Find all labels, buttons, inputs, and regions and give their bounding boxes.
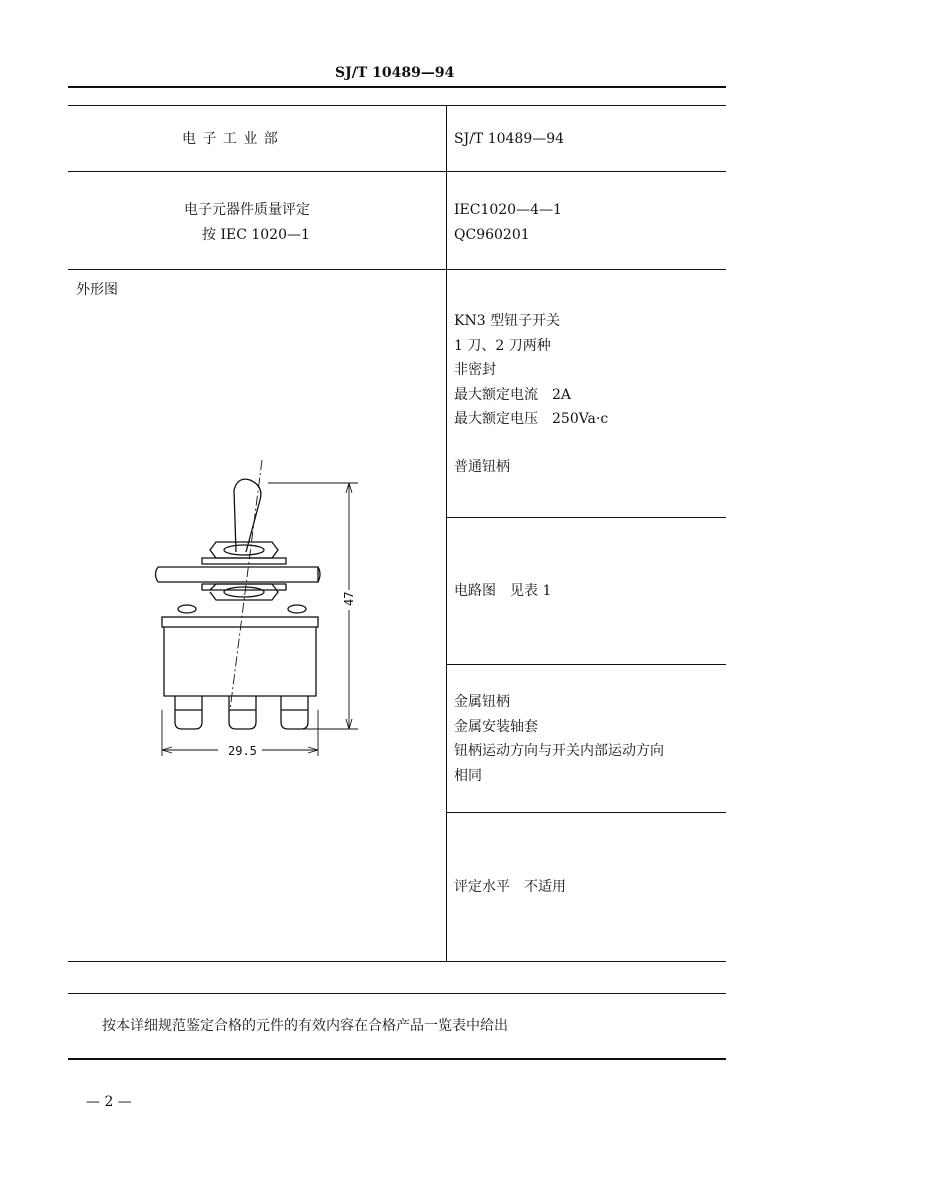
iec-basis: 按 IEC 1020—1	[202, 227, 310, 243]
iec-reference: IEC1020—4—1	[454, 202, 562, 218]
spec-line: KN3 型钮子开关	[454, 313, 561, 329]
switch-spec-block	[454, 309, 608, 432]
assessment-level: 评定水平 不适用	[454, 879, 566, 895]
right-rule-1	[446, 517, 726, 518]
handle-type: 普通钮柄	[454, 459, 510, 475]
spec-line: 非密封	[454, 362, 496, 379]
standard-number: SJ/T 10489—94	[454, 131, 565, 147]
spec-line: 最大额定电流 2A	[454, 386, 572, 403]
table-rule-2	[68, 269, 726, 270]
page-number: — 2 —	[86, 1094, 132, 1110]
table-top-rule	[68, 105, 726, 106]
quality-assessment-title: 电子元器件质量评定	[184, 202, 310, 218]
material-spec-block	[454, 690, 664, 788]
spec-line: 金属钮柄	[454, 694, 510, 710]
qc-reference: QC960201	[454, 227, 530, 243]
header-rule	[68, 86, 726, 88]
spec-line: 最大额定电压 250Va·c	[454, 411, 609, 428]
toggle-switch-outline-drawing	[150, 450, 370, 770]
outline-drawing-label: 外形图	[76, 282, 118, 298]
spec-line: 钮柄运动方向与开关内部运动方向	[454, 743, 664, 760]
note-bottom-rule	[68, 1058, 726, 1060]
table-divider	[446, 105, 447, 961]
right-rule-2	[446, 664, 726, 665]
spec-line: 相同	[454, 767, 482, 784]
right-rule-3	[446, 812, 726, 813]
table-rule-1	[68, 171, 726, 172]
width-dimension-label: 29.5	[228, 744, 257, 758]
qualified-products-note: 按本详细规范鉴定合格的元件的有效内容在合格产品一览表中给出	[102, 1018, 508, 1034]
note-top-rule	[68, 993, 726, 994]
standard-number-header: SJ/T 10489—94	[335, 65, 455, 81]
table-bottom-rule	[68, 961, 726, 962]
spec-line: 1 刀、2 刀两种	[454, 337, 551, 354]
height-dimension-label: 47	[342, 591, 356, 606]
spec-line: 金属安装轴套	[454, 718, 538, 735]
circuit-diagram-ref: 电路图 见表 1	[454, 583, 552, 599]
ministry-name: 电 子 工 业 部	[182, 131, 279, 147]
